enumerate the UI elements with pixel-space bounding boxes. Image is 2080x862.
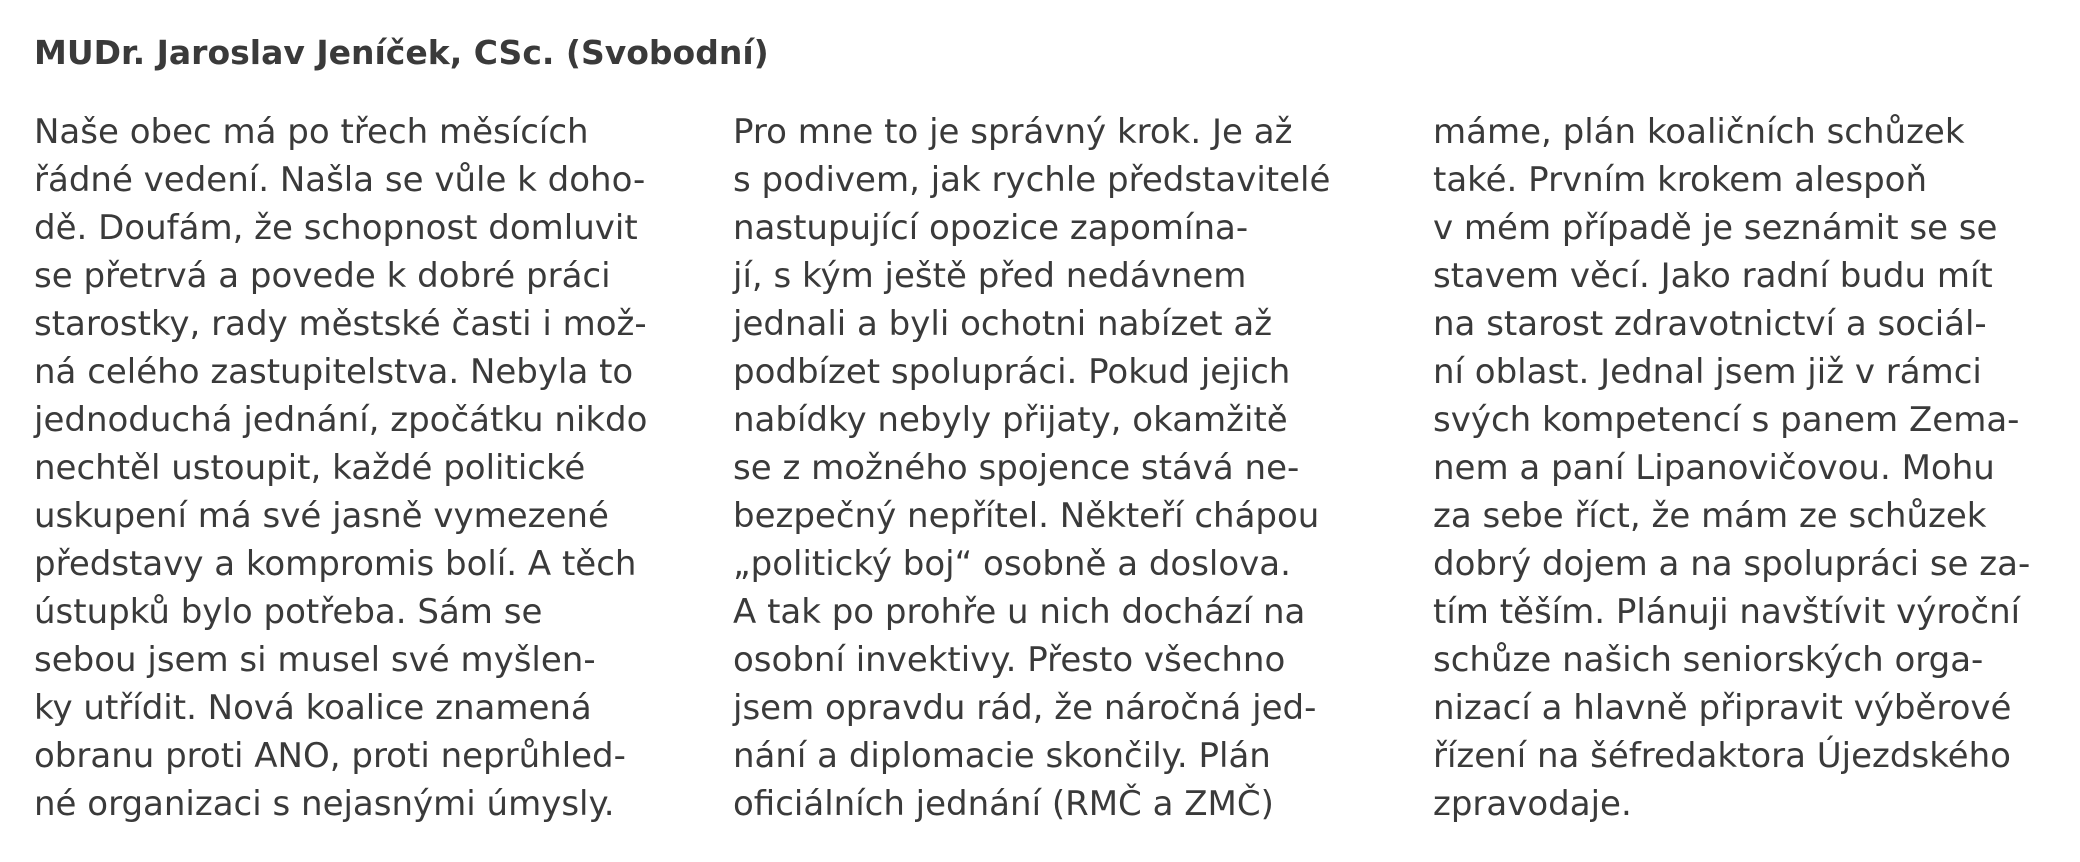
text-line: nabídky nebyly přijaty, okamžitě	[733, 400, 1288, 440]
text-line: ná celého zastupitelstva. Nebyla to	[34, 352, 634, 392]
text-line: stavem věcí. Jako radní budu mít	[1433, 256, 1993, 296]
text-line: ky utřídit. Nová koalice znamená	[34, 688, 592, 728]
text-line: osobní invektivy. Přesto všechno	[733, 640, 1286, 680]
text-line: nizací a hlavně připravit výběrové	[1433, 688, 2012, 728]
text-line: svých kompetencí s panem Zema-	[1433, 400, 2020, 440]
text-line: na starost zdravotnictví a sociál-	[1433, 304, 1987, 344]
text-line: máme, plán koaličních schůzek	[1433, 112, 1965, 152]
text-column-3	[1433, 108, 2080, 828]
text-line: sebou jsem si musel své myšlen-	[34, 640, 596, 680]
text-line: dě. Doufám, že schopnost domluvit	[34, 208, 638, 248]
text-line: jí, s kým ještě před nedávnem	[733, 256, 1247, 296]
text-line: nechtěl ustoupit, každé politické	[34, 448, 586, 488]
text-line: jednoduchá jednání, zpočátku nikdo	[34, 400, 648, 440]
text-line: tím těším. Plánuji navštívit výroční	[1433, 592, 2021, 632]
text-line: né organizaci s nejasnými úmysly.	[34, 784, 615, 824]
text-line: podbízet spolupráci. Pokud jejich	[733, 352, 1291, 392]
text-line: se přetrvá a povede k dobré práci	[34, 256, 611, 296]
text-line: ní oblast. Jednal jsem již v rámci	[1433, 352, 1982, 392]
text-line: se z možného spojence stává ne-	[733, 448, 1300, 488]
text-line: jsem opravdu rád, že náročná jed-	[733, 688, 1317, 728]
text-line: jednali a byli ochotni nabízet až	[733, 304, 1273, 344]
text-line: schůze našich seniorských orga-	[1433, 640, 1984, 680]
text-line: obranu proti ANO, proti neprůhled-	[34, 736, 626, 776]
text-line: ústupků bylo potřeba. Sám se	[34, 592, 543, 632]
text-line: Naše obec má po třech měsících	[34, 112, 589, 152]
text-line: také. Prvním krokem alespoň	[1433, 160, 1927, 200]
text-line: řízení na šéfredaktora Újezdského	[1433, 736, 2011, 776]
text-line: „politický boj“ osobně a doslova.	[733, 544, 1291, 584]
text-line: za sebe říct, že mám ze schůzek	[1433, 496, 1987, 536]
text-column-1	[34, 108, 694, 828]
text-line: nem a paní Lipanovičovou. Mohu	[1433, 448, 1995, 488]
text-line: zpravodaje.	[1433, 784, 1632, 824]
text-line: A tak po prohře u nich dochází na	[733, 592, 1306, 632]
article-heading: MUDr. Jaroslav Jeníček, CSc. (Svobodní)	[34, 33, 769, 72]
text-line: oficiálních jednání (RMČ a ZMČ)	[733, 784, 1274, 824]
text-line: uskupení má své jasně vymezené	[34, 496, 609, 536]
text-line: Pro mne to je správný krok. Je až	[733, 112, 1293, 152]
text-line: dobrý dojem a na spolupráci se za-	[1433, 544, 2031, 584]
text-line: v mém případě je seznámit se se	[1433, 208, 1998, 248]
text-line: nastupující opozice zapomína-	[733, 208, 1249, 248]
text-line: představy a kompromis bolí. A těch	[34, 544, 637, 584]
text-line: s podivem, jak rychle představitelé	[733, 160, 1331, 200]
text-line: starostky, rady městské časti i mož-	[34, 304, 647, 344]
text-line: nání a diplomacie skončily. Plán	[733, 736, 1271, 776]
text-column-2	[733, 108, 1393, 828]
text-line: řádné vedení. Našla se vůle k doho-	[34, 160, 646, 200]
text-line: bezpečný nepřítel. Někteří chápou	[733, 496, 1320, 536]
